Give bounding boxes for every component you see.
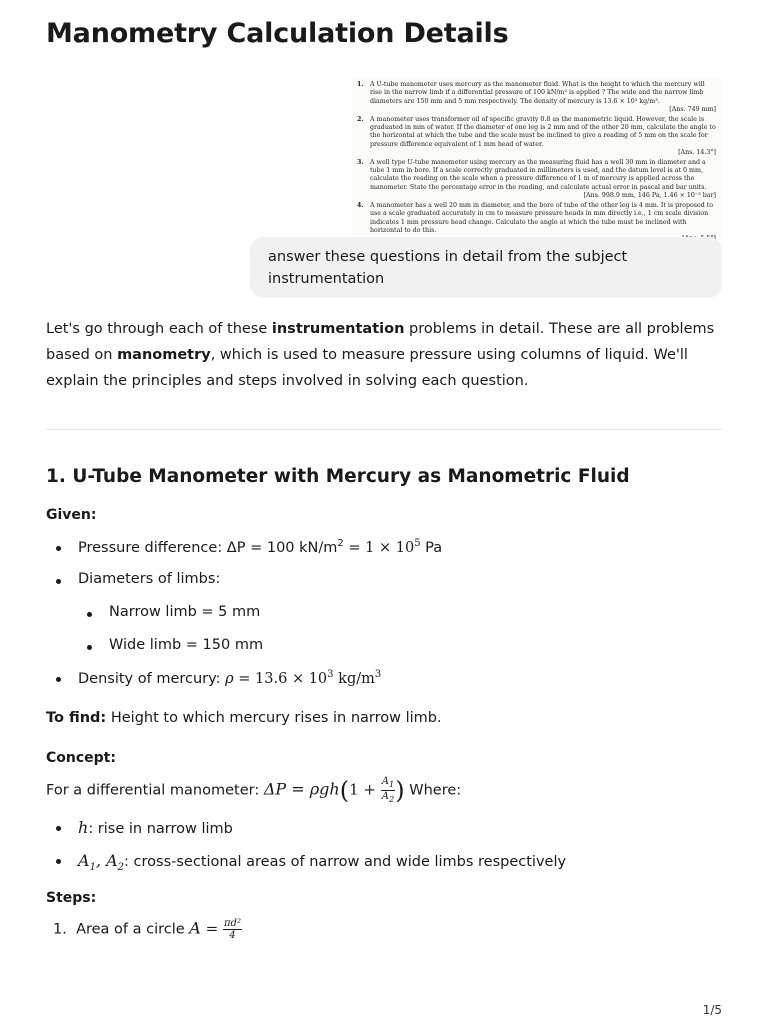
intro-text: Let's go through each of these <box>46 321 272 337</box>
area-equals: = <box>200 919 223 938</box>
concept-text: For a differential manometer: <box>46 782 264 799</box>
intro-text: problems in detail. These are all problems based on <box>46 321 715 363</box>
formula-one-plus: 1 + <box>349 780 381 799</box>
scan-question-number: 1. <box>357 81 364 88</box>
scan-question-answer: [Ans. 749 mm] <box>669 106 716 114</box>
to-find <box>46 710 442 726</box>
scan-question-text: A U-tube manometer uses mercury as the manometer fluid. What is the height to which the mercury will rise in the narrow limb if a differential pressure of 100 kN/m² is applied ? The wide and the narrow limb diameters are 150 mm and 5 mm respectively. The density of mercury is 13.6 × 10³ kg/m³. <box>370 81 705 105</box>
superscript: 2 <box>337 538 344 549</box>
density-value: = $13.6 \times 10^3$ $kg/m^3$ <box>233 669 382 687</box>
formula-rho-g-h: ρgh <box>309 779 340 799</box>
concept-formula: ΔP <box>263 779 287 799</box>
scan-question-text: A manometer has a well 20 mm in diameter, and the bore of tube of the other leg is 4 mm. It is proposed to use a scale graduated accurately in cm to measure pressure heads in mm directly i.e., 1 cm scale division indicates 1 mm pressure head change. Calculate the angle at which the tube must be inclined with horizontal to do this. <box>370 201 714 234</box>
h-description: : rise in narrow limb <box>88 821 233 837</box>
density-formula: ρ <box>225 670 234 687</box>
given-narrow-limb: Narrow limb = 5 mm <box>109 604 261 620</box>
intro-text: , which is used to measure pressure using columns of liquid. We'll explain the principles and steps involved in solving each question. <box>46 347 688 389</box>
question-image <box>352 78 722 238</box>
density-text: Density of mercury: <box>78 670 226 687</box>
section-heading: 1. U-Tube Manometer with Mercury as Manometric Fluid <box>46 466 630 487</box>
pressure-unit: Pa <box>420 539 443 556</box>
given-wide-limb: Wide limb = 150 mm <box>109 637 264 653</box>
intro-bold-instrumentation: instrumentation <box>271 321 405 337</box>
scan-question-number: 3. <box>357 158 364 166</box>
given-pressure <box>78 538 442 556</box>
given-label: Given: <box>46 507 97 523</box>
where-areas <box>78 851 566 873</box>
given-diameters: Diameters of limbs: <box>78 571 221 587</box>
user-message-bubble <box>250 237 722 298</box>
paren-close: ) <box>395 776 405 805</box>
scan-question-answer: [Ans. 14.3°] <box>678 149 716 157</box>
to-find-text: Height to which mercury rises in narrow limb. <box>106 710 442 726</box>
symbol-h: h <box>78 818 89 837</box>
page-title: Manometry Calculation Details <box>46 18 509 49</box>
pressure-equals: = <box>343 539 366 556</box>
intro-bold-manometry: manometry <box>117 347 211 363</box>
scan-question <box>356 81 716 115</box>
step-text: Area of a circle <box>76 921 190 938</box>
given-density <box>78 669 381 687</box>
formula-equals: = <box>286 779 310 799</box>
concept-label: Concept: <box>46 750 116 766</box>
pressure-value: $1 \times 10^5$ <box>365 538 421 556</box>
area-fraction: $\frac{\text{πd²}}{4}$ <box>223 918 241 941</box>
concept-line <box>46 776 461 805</box>
steps-label: Steps: <box>46 890 97 906</box>
area-ratio-fraction: $\frac{A_1}{A_2}$ <box>381 776 395 804</box>
scan-question-text: A well type U-tube manometer using mercury as the measuring fluid has a well 30 mm in diameter and a tube 1 mm in bore. If a scale correctly graduated in millimeters is used, and the datum level is at 0 mm, calculate the reading on the scale when a pressure difference of 1 m of mercury is applied across the manometer. State the percentage error in the reading, and calculate actual error in pascal and bar units. <box>370 158 707 191</box>
paren-open: ( <box>339 776 350 805</box>
symbol-areas: $A_1$, $A_2$ <box>78 851 125 874</box>
to-find-label: To find: <box>46 710 107 726</box>
intro-paragraph <box>46 316 722 394</box>
scan-question-number: 4. <box>357 201 364 209</box>
divider <box>46 429 722 430</box>
scan-question <box>356 159 716 201</box>
page-indicator: 1/5 <box>702 1003 722 1017</box>
areas-description: : cross-sectional areas of narrow and wide limbs respectively <box>124 854 567 870</box>
pressure-text: Pressure difference: ΔP = 100 kN/m <box>78 539 338 556</box>
step-number: 1. <box>53 921 67 938</box>
scan-question-number: 2. <box>357 115 364 123</box>
concept-suffix: Where: <box>404 782 462 799</box>
user-message-text: answer these questions in detail from the subject instrumentation <box>268 249 628 287</box>
scan-question <box>356 116 716 158</box>
scan-question-text: A manometer uses transformer oil of specific gravity 0.8 as the manometric liquid. However, the scale is graduated in mm of water. If the diameter of one leg is 2 mm and of the other 20 mm, calculate the angle to the horizontal at which the tube and the scale must be inclined to give a reading of 5 mm on the scale for pressure difference equivalent of 1 mm head of water. <box>370 115 716 148</box>
where-h <box>78 818 233 837</box>
scan-question-answer: [Ans. 998.9 mm, 146 Pa, 1.46 × 10⁻³ bar] <box>583 192 716 200</box>
area-formula: A <box>189 918 201 938</box>
step-1 <box>53 918 242 941</box>
